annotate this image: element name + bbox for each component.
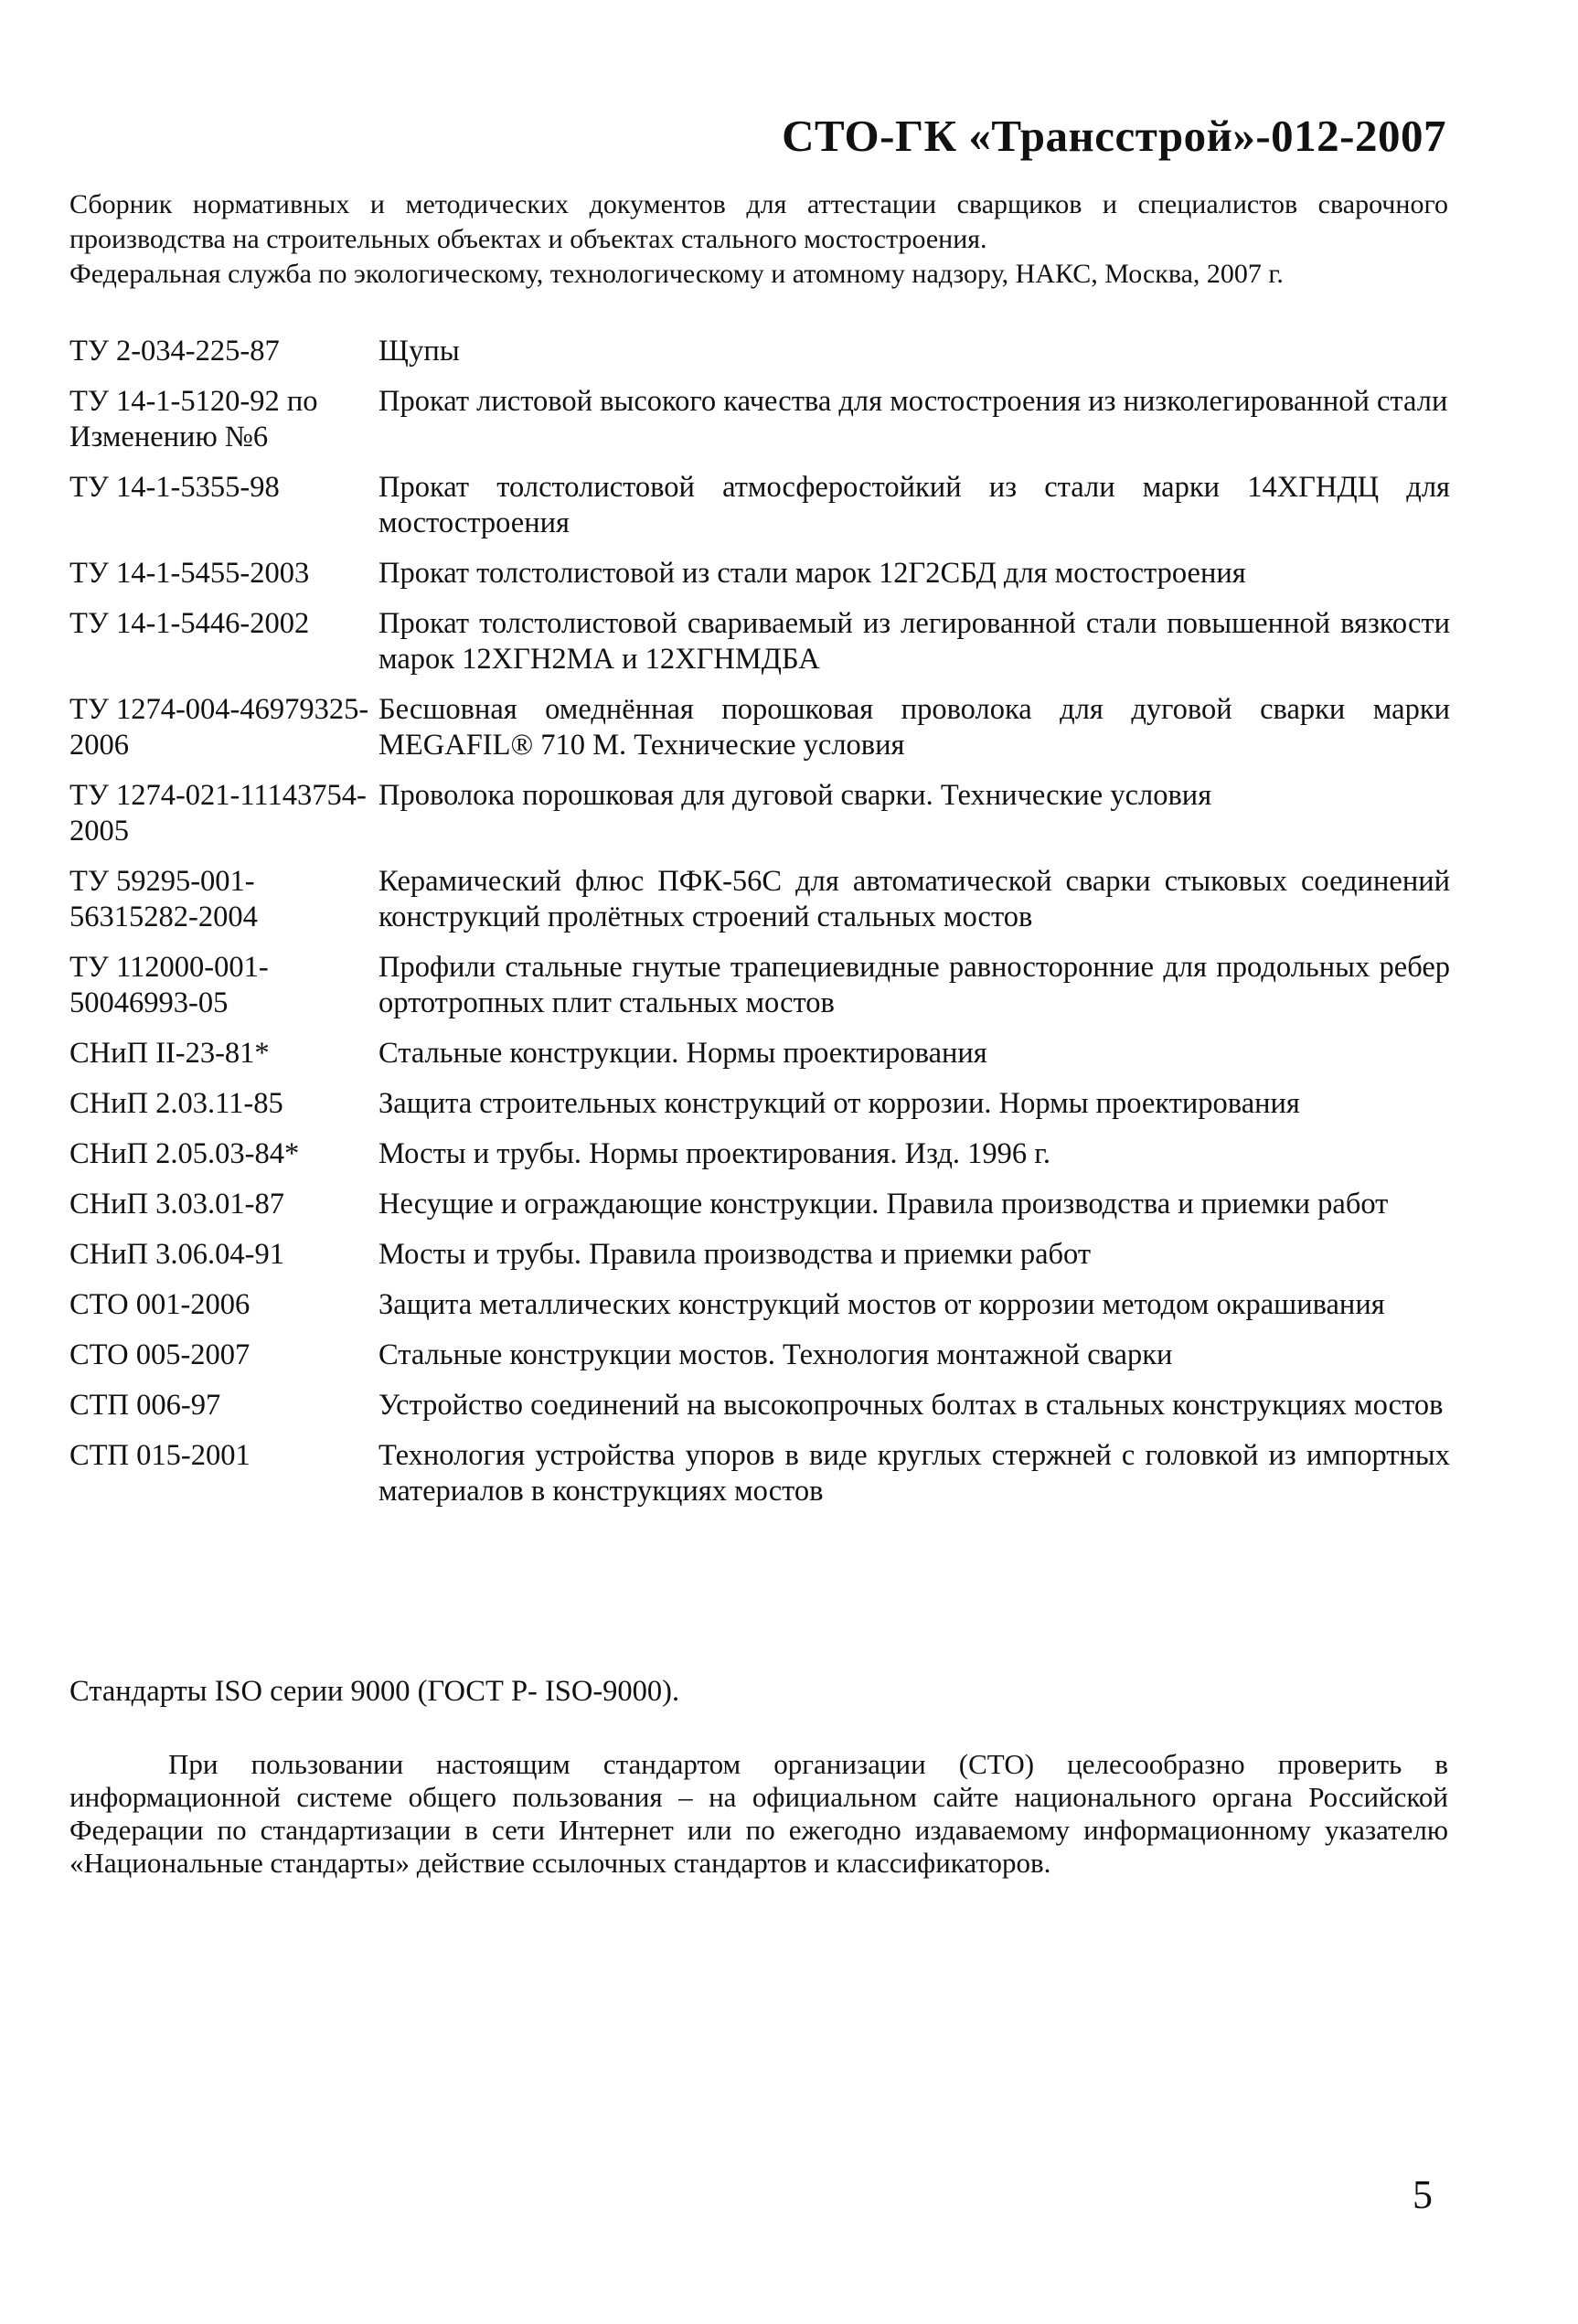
iso-standards-line: Стандарты ISO серии 9000 (ГОСТ Р- ISO-9000). xyxy=(69,1675,680,1708)
reference-code: СНиП II-23-81* xyxy=(69,1037,270,1070)
reference-code: ТУ 14-1-5446-2002 xyxy=(69,607,310,640)
reference-title: Прокат листовой высокого качества для мостостроения из низколегированной стали xyxy=(379,385,1448,418)
reference-row xyxy=(69,1438,1450,1524)
reference-title: Керамический флюс ПФК-56С для автоматической сварки стыковых соединений конструкций пролётных строений стальных мостов xyxy=(379,865,1450,933)
reference-title: Несущие и ограждающие конструкции. Правила производства и приемки работ xyxy=(379,1188,1389,1221)
reference-title: Устройство соединений на высокопрочных болтах в стальных конструкциях мостов xyxy=(379,1389,1444,1422)
document-code-header: СТО-ГК «Трансстрой»-012-2007 xyxy=(782,111,1446,161)
reference-row xyxy=(69,692,1450,778)
reference-title: Прокат толстолистовой атмосферостойкий из стали марки 14ХГНДЦ для мостостроения xyxy=(379,471,1450,539)
reference-title: Прокат толстолистовой свариваемый из легированной стали повышенной вязкости марок 12ХГН2МА и 12ХГНМДБА xyxy=(379,607,1450,676)
reference-title: Щупы xyxy=(379,335,460,368)
reference-row xyxy=(69,334,1450,384)
reference-code: СНиП 2.05.03-84* xyxy=(69,1137,300,1170)
intro-line-2: Федеральная служба по экологическому, технологическому и атомному надзору, НАКС, Москва, 2007 г. xyxy=(69,259,1284,289)
page-number: 5 xyxy=(1413,2172,1433,2217)
reference-code: СНиП 2.03.11-85 xyxy=(69,1087,283,1120)
references-table xyxy=(69,334,1450,1524)
reference-code: ТУ 14-1-5355-98 xyxy=(69,471,280,504)
reference-title: Защита металлических конструкций мостов от коррозии методом окрашивания xyxy=(379,1288,1385,1321)
reference-row xyxy=(69,384,1450,470)
reference-title: Профили стальные гнутые трапециевидные равносторонние для продольных ребер ортотропных плит стальных мостов xyxy=(379,951,1450,1019)
reference-title: Стальные конструкции мостов. Технология монтажной сварки xyxy=(379,1338,1173,1371)
reference-code: ТУ 59295-001-56315282-2004 xyxy=(69,865,258,933)
reference-code: ТУ 14-1-5120-92 по Изменению №6 xyxy=(69,385,318,453)
reference-row xyxy=(69,1237,1450,1287)
reference-code: ТУ 1274-004-46979325-2006 xyxy=(69,693,369,762)
reference-code: СНиП 3.06.04-91 xyxy=(69,1238,284,1271)
reference-code: СТП 015-2001 xyxy=(69,1439,251,1472)
reference-row xyxy=(69,1187,1450,1237)
reference-row xyxy=(69,1036,1450,1086)
reference-code: ТУ 2-034-225-87 xyxy=(69,335,280,368)
reference-code: СТО 005-2007 xyxy=(69,1338,251,1371)
reference-title: Прокат толстолистовой из стали марок 12Г2СБД для мостостроения xyxy=(379,557,1246,590)
reference-title: Стальные конструкции. Нормы проектирования xyxy=(379,1037,987,1070)
intro-line-1: Сборник нормативных и методических документов для аттестации сварщиков и специалистов сварочного производства на строительных объектах и объектах стального мостостроения. xyxy=(69,189,1448,254)
reference-code: СНиП 3.03.01-87 xyxy=(69,1188,284,1221)
reference-row xyxy=(69,606,1450,692)
reference-row xyxy=(69,1338,1450,1388)
intro-block xyxy=(69,187,1448,292)
reference-row xyxy=(69,950,1450,1036)
reference-title: Защита строительных конструкций от коррозии. Нормы проектирования xyxy=(379,1087,1300,1120)
reference-code: ТУ 112000-001-50046993-05 xyxy=(69,951,269,1019)
reference-code: СТО 001-2006 xyxy=(69,1288,251,1321)
reference-row xyxy=(69,470,1450,556)
reference-title: Технология устройства упоров в виде круглых стержней с головкой из импортных материалов в конструкциях мостов xyxy=(379,1439,1450,1508)
reference-title: Бесшовная омеднённая порошковая проволока для дуговой сварки марки MEGAFIL® 710 М. Технические условия xyxy=(379,693,1450,762)
reference-row xyxy=(69,1086,1450,1136)
reference-row xyxy=(69,556,1450,606)
reference-code: ТУ 14-1-5455-2003 xyxy=(69,557,310,590)
reference-code: СТП 006-97 xyxy=(69,1389,221,1422)
reference-row xyxy=(69,864,1450,950)
reference-row xyxy=(69,778,1450,864)
reference-code: ТУ 1274-021-11143754-2005 xyxy=(69,779,367,848)
reference-title: Мосты и трубы. Правила производства и приемки работ xyxy=(379,1238,1092,1271)
reference-row xyxy=(69,1287,1450,1338)
reference-row xyxy=(69,1388,1450,1438)
reference-title: Проволока порошковая для дуговой сварки. Технические условия xyxy=(379,779,1212,812)
final-paragraph: При пользовании настоящим стандартом организации (СТО) целесообразно проверить в информационной системе общего пользования – на официальном сайте национального органа Российской Федерации по стандартизации в сети Интернет или по ежегодно издаваемому информационному указателю «Национальные стандарты» действие ссылочных стандартов и классификаторов. xyxy=(69,1748,1448,1879)
reference-title: Мосты и трубы. Нормы проектирования. Изд. 1996 г. xyxy=(379,1137,1051,1170)
reference-row xyxy=(69,1136,1450,1187)
